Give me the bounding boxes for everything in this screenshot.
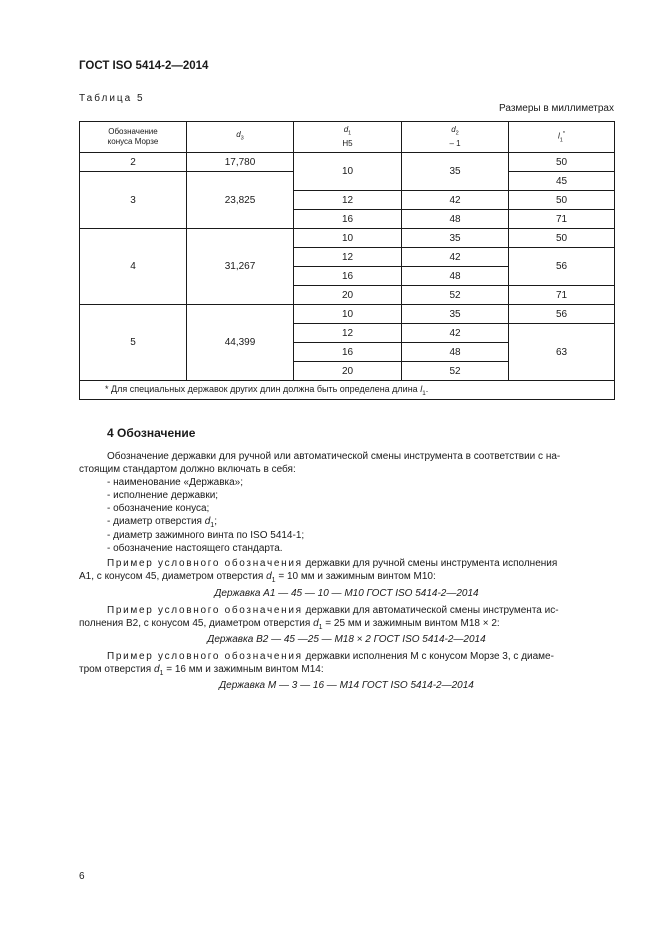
header-d2 <box>402 122 509 153</box>
footnote-sub: 1 <box>422 389 426 397</box>
cell-d1: 10 <box>294 229 402 248</box>
cell-d2: 35 <box>402 229 509 248</box>
header-morse-line2: конуса Морзе <box>107 137 159 146</box>
header-morse-cone <box>80 122 187 153</box>
example-2-designation: Державка В2 — 45 —25 — М18 × 2 ГОСТ ISO 5414-2—2014 <box>207 634 486 645</box>
example-1-line1 <box>79 557 614 570</box>
cell-d1: 10 <box>294 305 402 324</box>
example-1-designation: Державка А1 — 45 — 10 — М10 ГОСТ ISO 5414-2—2014 <box>214 588 479 599</box>
cell-d2: 42 <box>402 191 509 210</box>
cell-l1: 56 <box>509 305 615 324</box>
list-item: - диаметр зажимного винта по ISO 5414-1; <box>107 530 305 541</box>
header-l1-footnote-mark: * <box>562 130 566 137</box>
cell-morse: 2 <box>80 153 187 172</box>
cell-d1: 16 <box>294 267 402 286</box>
list-item: - наименование «Державка»; <box>107 477 244 488</box>
cell-d1: 16 <box>294 210 402 229</box>
example-2-text: державки для автоматической смены инструмента ис- <box>302 605 559 616</box>
example-3-text-b: = 16 мм и зажимным винтом М14: <box>163 664 324 675</box>
header-d3 <box>187 122 294 153</box>
cell-d2: 48 <box>402 267 509 286</box>
header-morse-line1: Обозначение <box>108 127 158 136</box>
list-item-sub: 1 <box>210 522 215 529</box>
list-item: - исполнение державки; <box>107 490 219 501</box>
page-number: 6 <box>79 871 85 882</box>
header-d3-var: d <box>236 130 241 140</box>
list-item: - обозначение настоящего стандарта. <box>107 543 283 554</box>
example-label: Пример условного обозначения <box>107 651 303 662</box>
example-1-text-a: А1, с конусом 45, диаметром отверстия <box>79 571 267 582</box>
cell-l1: 63 <box>509 324 615 381</box>
section-title: 4 Обозначение <box>107 426 196 440</box>
cell-d1: 12 <box>294 324 402 343</box>
example-2-line1 <box>79 604 614 617</box>
example-label: Пример условного обозначения <box>107 558 303 569</box>
cell-l1: 45 <box>509 172 615 191</box>
list-item-var: d <box>204 516 211 527</box>
cell-d2: 52 <box>402 286 509 305</box>
cell-l1: 50 <box>509 229 615 248</box>
header-d1-var: d <box>343 125 349 135</box>
footnote-text: * Для специальных державок других длин должна быть определена длина <box>105 383 421 394</box>
footnote-end: . <box>425 383 429 394</box>
header-d3-sub: 3 <box>240 135 244 142</box>
header-l1-sub: 1 <box>559 137 563 144</box>
example-1-text-b: = 10 мм и зажимным винтом М10: <box>275 571 436 582</box>
cell-l1: 50 <box>509 153 615 172</box>
cell-d1: 20 <box>294 286 402 305</box>
example-3-line2 <box>79 663 614 680</box>
header-d1-tolerance: H5 <box>342 138 353 148</box>
cell-d2: 42 <box>402 248 509 267</box>
cell-d3: 31,267 <box>187 229 294 305</box>
header-d1 <box>294 122 402 153</box>
cell-d2: 35 <box>402 153 509 191</box>
footnote-var: l <box>420 383 423 394</box>
cell-d3: 23,825 <box>187 172 294 229</box>
example-label: Пример условного обозначения <box>107 605 303 616</box>
cell-l1: 56 <box>509 248 615 286</box>
header-l1-var: l <box>557 131 560 141</box>
cell-d1: 20 <box>294 362 402 381</box>
table-header-row <box>80 122 615 153</box>
example-1-sub: 1 <box>271 577 276 584</box>
list-item <box>107 516 217 529</box>
header-d1-sub: 1 <box>348 130 352 137</box>
example-2-line2 <box>79 617 614 634</box>
example-3-designation: Державка М — 3 — 16 — М14 ГОСТ ISO 5414-2—2014 <box>219 680 474 691</box>
list-item: - обозначение конуса; <box>107 503 210 514</box>
cell-l1: 50 <box>509 191 615 210</box>
example-3-line1 <box>79 650 614 663</box>
paragraph-line: стоящим стандартом должно включать в себя: <box>79 464 296 475</box>
example-2-text-b: = 25 мм и зажимным винтом М18 × 2: <box>322 618 500 629</box>
cell-d1: 10 <box>294 153 402 191</box>
cell-d2: 35 <box>402 305 509 324</box>
example-3-text-a: тром отверстия <box>79 664 154 675</box>
cell-d2: 48 <box>402 343 509 362</box>
table-row <box>80 153 615 172</box>
cell-d3: 17,780 <box>187 153 294 172</box>
table-row <box>80 305 615 324</box>
cell-d2: 42 <box>402 324 509 343</box>
table-row <box>80 229 615 248</box>
example-1-var: d <box>266 571 272 582</box>
example-2-text-a: полнения В2, с конусом 45, диаметром отверстия <box>79 618 314 629</box>
cell-l1: 71 <box>509 210 615 229</box>
example-3-text: державки исполнения М с конусом Морзе 3, с диаме- <box>302 651 554 662</box>
example-2-var: d <box>313 618 319 629</box>
cell-d1: 16 <box>294 343 402 362</box>
document-header: ГОСТ ISO 5414-2—2014 <box>79 60 209 72</box>
cell-morse: 5 <box>80 305 187 381</box>
header-d2-tolerance: – 1 <box>449 138 461 148</box>
header-d2-var: d <box>451 125 456 135</box>
cell-d1: 12 <box>294 191 402 210</box>
table-caption: Таблица 5 <box>79 93 145 104</box>
paragraph-line: Обозначение державки для ручной или автоматической смены инструмента в соответствии с на- <box>107 451 561 462</box>
header-l1 <box>509 122 615 153</box>
cell-d2: 52 <box>402 362 509 381</box>
cell-d3: 44,399 <box>187 305 294 381</box>
cell-l1: 71 <box>509 286 615 305</box>
example-2-sub: 1 <box>318 624 323 631</box>
list-item-text: - диаметр отверстия <box>107 516 205 527</box>
cell-d1: 12 <box>294 248 402 267</box>
example-1-text: державки для ручной смены инструмента исполнения <box>302 558 558 569</box>
cell-morse: 4 <box>80 229 187 305</box>
example-1-line2 <box>79 570 614 587</box>
header-d2-sub: 2 <box>455 130 459 137</box>
cell-d2: 48 <box>402 210 509 229</box>
table-footnote <box>80 381 615 400</box>
cell-morse: 3 <box>80 172 187 229</box>
dimensions-table <box>79 121 615 400</box>
example-3-sub: 1 <box>159 670 164 677</box>
table-footnote-row <box>80 381 615 400</box>
units-note: Размеры в миллиметрах <box>499 103 614 114</box>
example-3-var: d <box>153 664 160 675</box>
list-item-end: ; <box>214 516 217 527</box>
